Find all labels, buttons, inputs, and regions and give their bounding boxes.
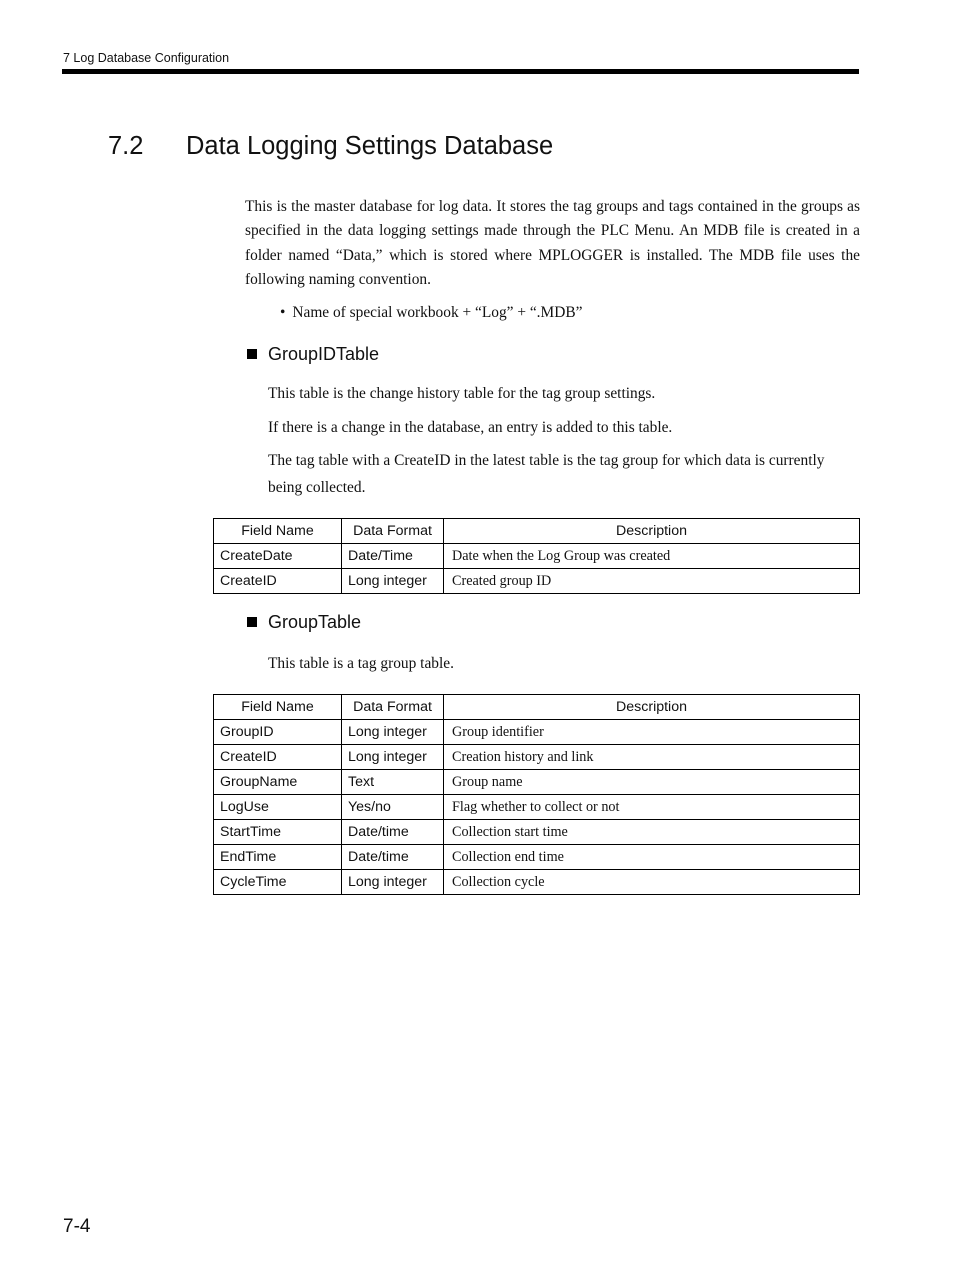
column-header: Data Format xyxy=(342,519,444,544)
bullet-item xyxy=(280,301,582,325)
body-line: being collected. xyxy=(268,479,366,496)
subheading-text: GroupIDTable xyxy=(268,344,380,364)
table-row xyxy=(214,770,860,795)
field-name-cell: GroupID xyxy=(214,720,342,745)
description-cell: Group identifier xyxy=(444,720,860,745)
field-name-cell: CreateDate xyxy=(214,544,342,569)
field-name-cell: StartTime xyxy=(214,820,342,845)
section-number: 7.2 xyxy=(108,132,144,160)
square-bullet-icon xyxy=(247,349,257,359)
header-rule xyxy=(62,69,859,74)
field-name-cell: CycleTime xyxy=(214,870,342,895)
subheading-text: GroupTable xyxy=(268,612,362,632)
table-row xyxy=(214,870,860,895)
data-format-cell: Long integer xyxy=(342,870,444,895)
data-format-cell: Long integer xyxy=(342,745,444,770)
field-name-cell: CreateID xyxy=(214,745,342,770)
description-cell: Collection start time xyxy=(444,820,860,845)
groupidtable-table xyxy=(213,518,860,594)
data-format-cell: Date/time xyxy=(342,845,444,870)
body-line: If there is a change in the database, an entry is added to this table. xyxy=(268,419,673,436)
description-cell: Date when the Log Group was created xyxy=(444,544,860,569)
square-bullet-icon xyxy=(247,617,257,627)
data-format-cell: Yes/no xyxy=(342,795,444,820)
column-header: Data Format xyxy=(342,695,444,720)
description-cell: Created group ID xyxy=(444,569,860,594)
table-row xyxy=(214,544,860,569)
description-cell: Collection cycle xyxy=(444,870,860,895)
description-cell: Creation history and link xyxy=(444,745,860,770)
table-row xyxy=(214,795,860,820)
bullet-text: Name of special workbook + “Log” + “.MDB” xyxy=(292,304,583,321)
column-header: Description xyxy=(444,519,860,544)
section-title xyxy=(108,132,553,161)
column-header: Description xyxy=(444,695,860,720)
field-name-cell: CreateID xyxy=(214,569,342,594)
grouptable-table xyxy=(213,694,860,895)
description-cell: Flag whether to collect or not xyxy=(444,795,860,820)
description-cell: Collection end time xyxy=(444,845,860,870)
data-format-cell: Date/time xyxy=(342,820,444,845)
table-row xyxy=(214,720,860,745)
column-header: Field Name xyxy=(214,695,342,720)
table-row xyxy=(214,569,860,594)
body-line: The tag table with a CreateID in the latest table is the tag group for which data is currently xyxy=(268,452,825,469)
data-format-cell: Long integer xyxy=(342,569,444,594)
bullet-mark: • xyxy=(280,304,286,321)
subheading-groupidtable xyxy=(247,344,379,365)
data-format-cell: Date/Time xyxy=(342,544,444,569)
body-line: This table is a tag group table. xyxy=(268,655,454,672)
field-name-cell: EndTime xyxy=(214,845,342,870)
description-cell: Group name xyxy=(444,770,860,795)
running-head: 7 Log Database Configuration xyxy=(63,51,230,65)
body-line: This table is the change history table for the tag group settings. xyxy=(268,385,656,402)
table-header-row xyxy=(214,519,860,544)
field-name-cell: GroupName xyxy=(214,770,342,795)
table-header-row xyxy=(214,695,860,720)
table-row xyxy=(214,820,860,845)
column-header: Field Name xyxy=(214,519,342,544)
field-name-cell: LogUse xyxy=(214,795,342,820)
subheading-grouptable xyxy=(247,612,361,633)
table-row xyxy=(214,845,860,870)
data-format-cell: Text xyxy=(342,770,444,795)
data-format-cell: Long integer xyxy=(342,720,444,745)
table-row xyxy=(214,745,860,770)
page-number: 7-4 xyxy=(63,1216,91,1237)
section-title-text: Data Logging Settings Database xyxy=(186,132,554,160)
intro-paragraph: This is the master database for log data. It stores the tag groups and tags contained in the groups as specified in the data logging settings made through the PLC Menu. An MDB file is created in a folder named “Data,” which is stored where MPLOGGER is installed. The MDB file uses the following naming convention. xyxy=(245,198,860,288)
